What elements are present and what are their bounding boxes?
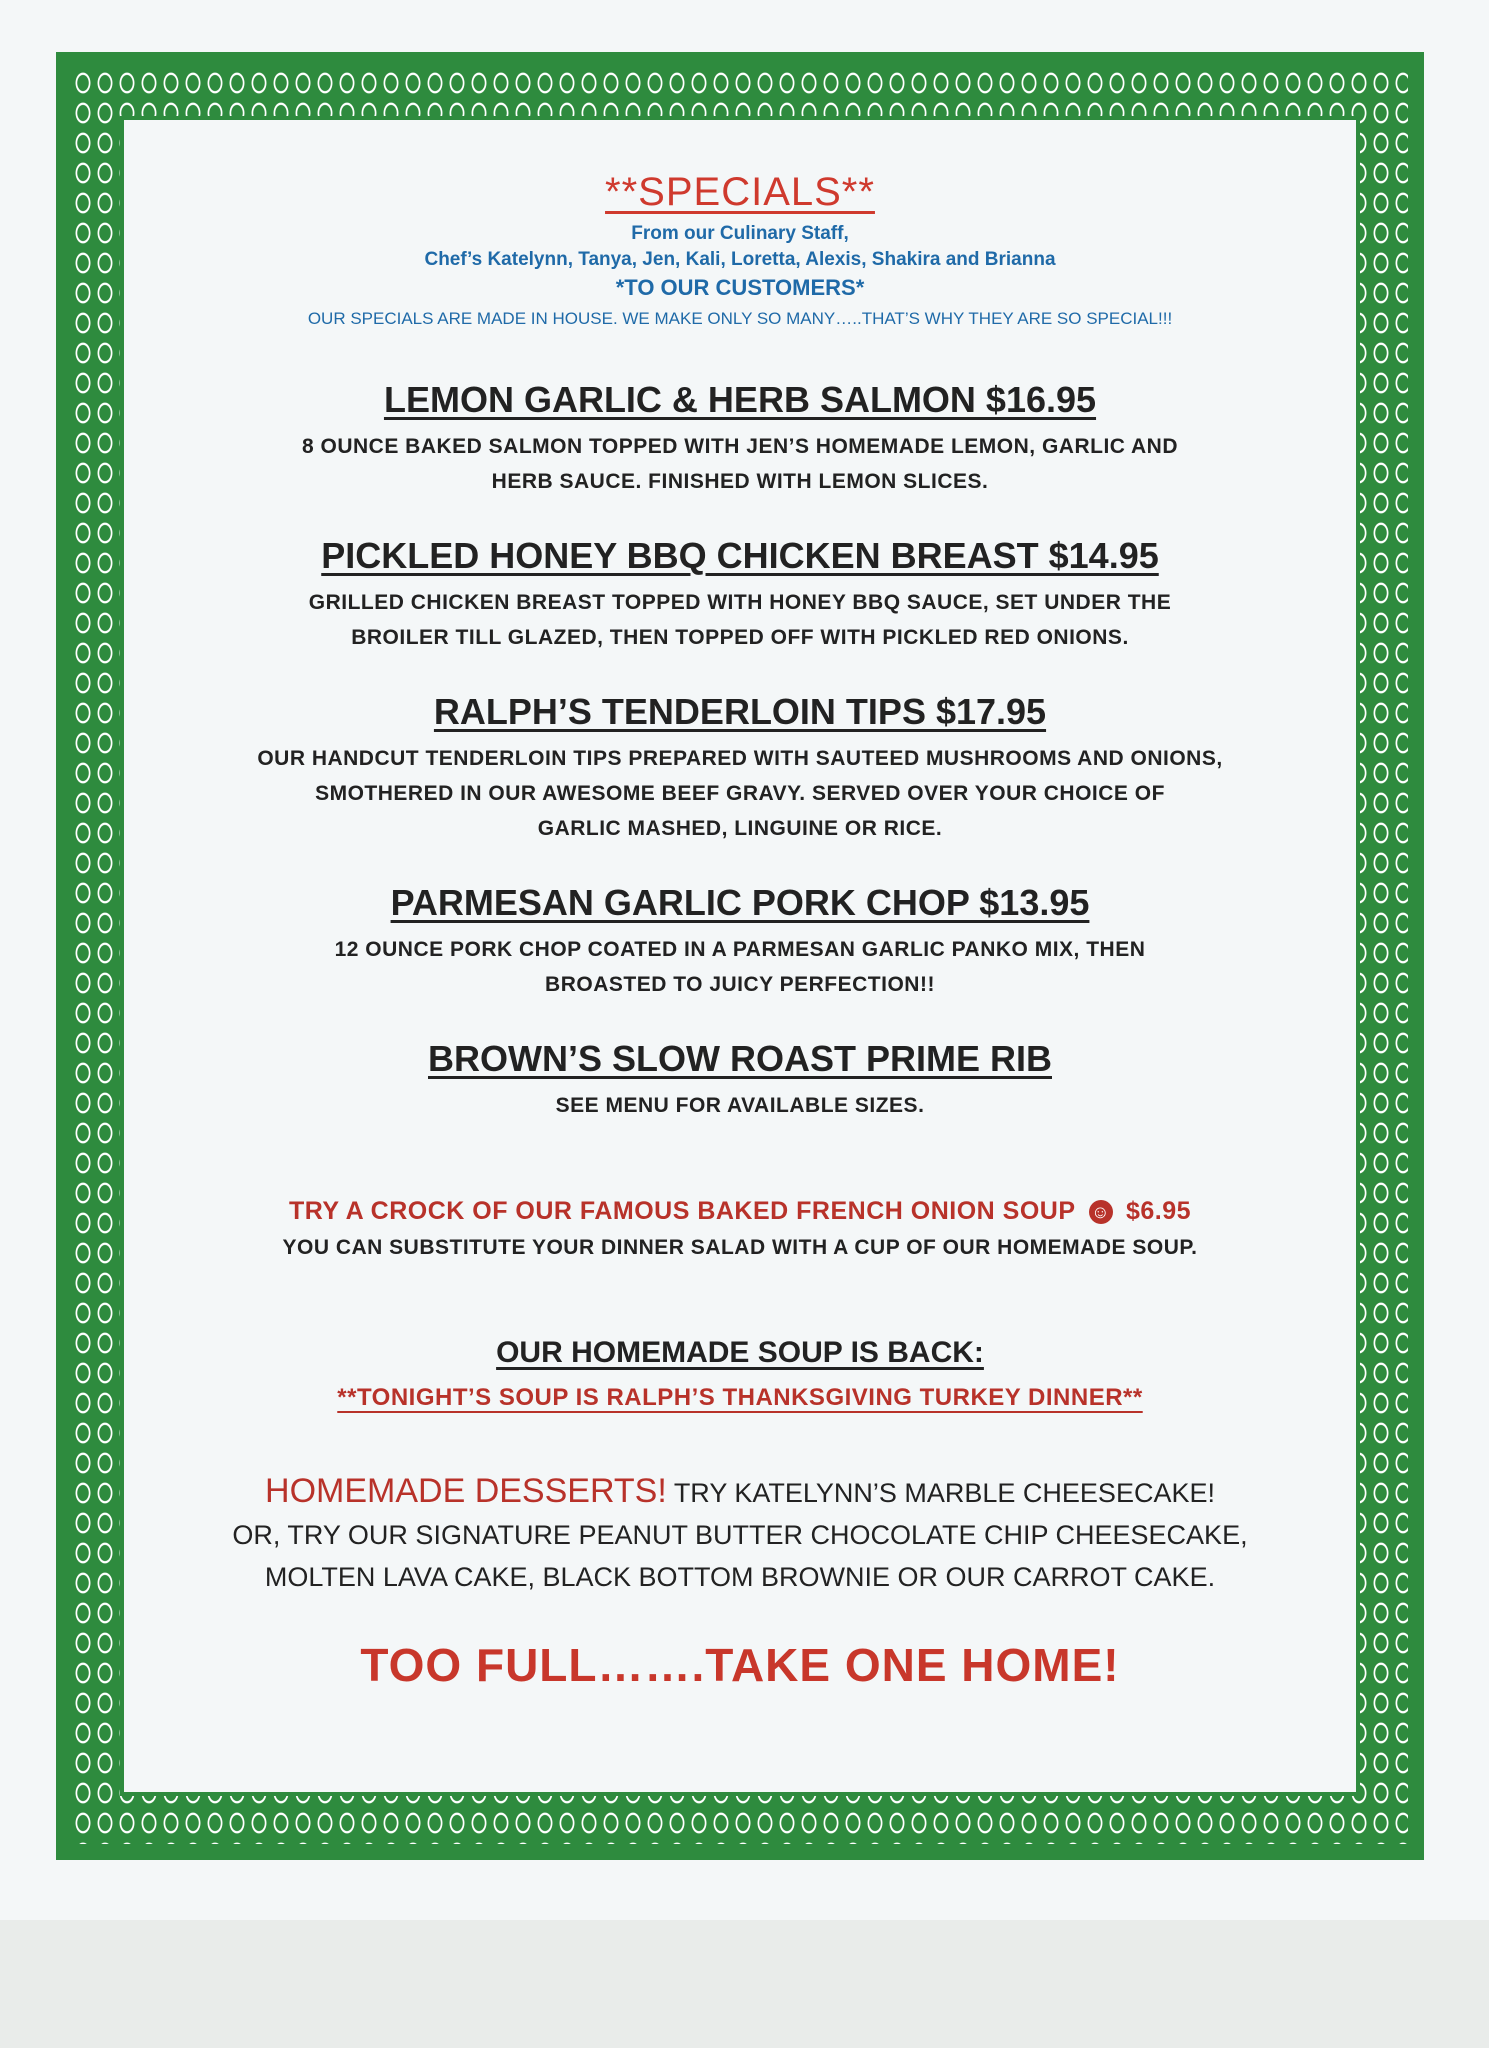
dish-description-line: SMOTHERED IN OUR AWESOME BEEF GRAVY. SERVED OVER YOUR CHOICE OF [315, 782, 1165, 805]
dish-name: RALPH’S TENDERLOIN TIPS $17.95 [433, 691, 1047, 732]
desserts-line-1 [120, 1470, 1360, 1514]
header-section [120, 150, 1360, 329]
onion-soup-text: TRY A CROCK OF OUR FAMOUS BAKED FRENCH ONION SOUP [288, 1197, 1076, 1225]
smile-icon: ☺ [1089, 1200, 1113, 1224]
onion-soup-line [120, 1197, 1360, 1226]
dish-description-line: 8 OUNCE BAKED SALMON TOPPED WITH JEN’S HOMEMADE LEMON, GARLIC AND [301, 435, 1179, 458]
desserts-section [120, 1470, 1360, 1598]
dish-description-line: GARLIC MASHED, LINGUINE OR RICE. [537, 817, 943, 840]
dish-pork-chop [120, 882, 1360, 1002]
desserts-line-3: MOLTEN LAVA CAKE, BLACK BOTTOM BROWNIE OR OUR CARROT CAKE. [264, 1562, 1216, 1592]
dish-description-line: OUR HANDCUT TENDERLOIN TIPS PREPARED WITH SAUTEED MUSHROOMS AND ONIONS, [257, 747, 1223, 770]
dish-description-line: GRILLED CHICKEN BREAST TOPPED WITH HONEY BBQ SAUCE, SET UNDER THE [308, 591, 1172, 614]
dish-description-line: BROASTED TO JUICY PERFECTION!! [545, 973, 935, 996]
specials-notice: OUR SPECIALS ARE MADE IN HOUSE. WE MAKE ONLY SO MANY…..THAT’S WHY THEY ARE SO SPECIAL!!! [307, 309, 1173, 328]
onion-soup-promo [120, 1197, 1360, 1260]
dish-description-line: SEE MENU FOR AVAILABLE SIZES. [555, 1094, 925, 1117]
dish-name: PARMESAN GARLIC PORK CHOP $13.95 [390, 882, 1090, 923]
closing-slogan: TOO FULL…….TAKE ONE HOME! [360, 1639, 1120, 1691]
dish-name: LEMON GARLIC & HERB SALMON $16.95 [383, 379, 1097, 420]
paper-bottom-edge [0, 1920, 1489, 2048]
onion-soup-price: $6.95 [1125, 1197, 1192, 1225]
page-title: **SPECIALS** [605, 170, 875, 214]
dish-salmon [120, 379, 1360, 499]
to-customers-line: *TO OUR CUSTOMERS* [615, 275, 865, 300]
dish-description-line: 12 OUNCE PORK CHOP COATED IN A PARMESAN GARLIC PANKO MIX, THEN [334, 938, 1146, 961]
from-line: From our Culinary Staff, [631, 223, 849, 244]
homemade-soup-section [120, 1336, 1360, 1412]
desserts-cheesecake: TRY KATELYNN’S MARBLE CHEESECAKE! [673, 1478, 1215, 1508]
dish-name: PICKLED HONEY BBQ CHICKEN BREAST $14.95 [321, 535, 1159, 576]
soup-substitute-note: YOU CAN SUBSTITUTE YOUR DINNER SALAD WITH A CUP OF OUR HOMEMADE SOUP. [282, 1236, 1198, 1259]
dish-prime-rib [120, 1038, 1360, 1123]
chefs-line: Chef’s Katelynn, Tanya, Jen, Kali, Loretta, Alexis, Shakira and Brianna [424, 249, 1056, 270]
desserts-heading: HOMEMADE DESSERTS! [265, 1472, 667, 1510]
menu-content [120, 150, 1360, 1790]
dish-name: BROWN’S SLOW ROAST PRIME RIB [428, 1038, 1052, 1079]
homemade-soup-title: OUR HOMEMADE SOUP IS BACK: [496, 1336, 984, 1369]
dish-tenderloin-tips [120, 691, 1360, 846]
dish-description-line: HERB SAUCE. FINISHED WITH LEMON SLICES. [491, 470, 989, 493]
dish-bbq-chicken [120, 535, 1360, 655]
tonights-soup: **TONIGHT’S SOUP IS RALPH’S THANKSGIVING TURKEY DINNER** [337, 1384, 1143, 1411]
dish-description-line: BROILER TILL GLAZED, THEN TOPPED OFF WITH PICKLED RED ONIONS. [351, 626, 1129, 649]
desserts-line-2: OR, TRY OUR SIGNATURE PEANUT BUTTER CHOCOLATE CHIP CHEESECAKE, [232, 1520, 1248, 1550]
